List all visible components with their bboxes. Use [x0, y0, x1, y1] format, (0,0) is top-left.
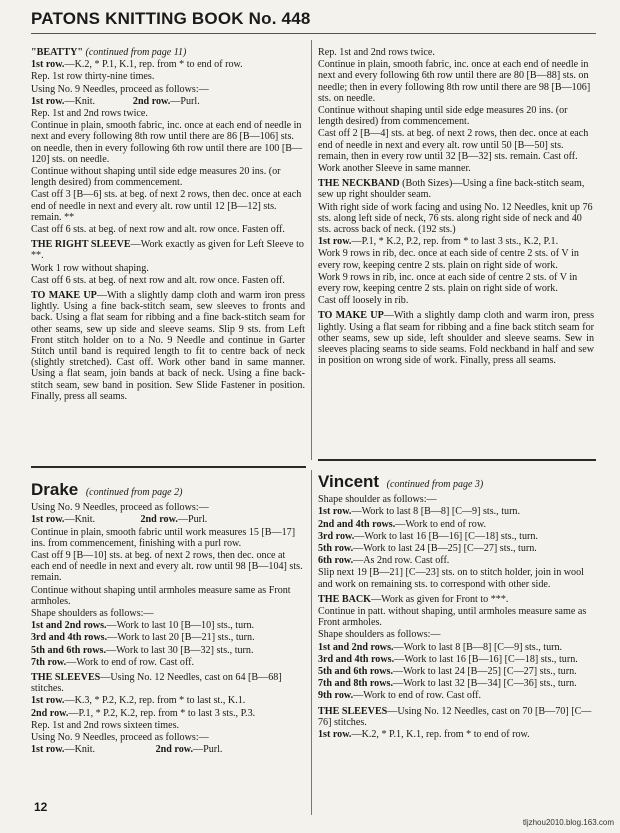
right-sleeve-text: —Work exactly as given for Left Sleeve to **. — [31, 239, 304, 262]
sleeve-para: Continue in plain, smooth fabric, inc. once at each end of needle in next and every following 6th row until there are 80 [B—88] sts. on needle; then in every following 8th row until there are 98 [B—106] sts. on needle. — [318, 59, 591, 104]
vincent-row-label: 9th row. — [318, 690, 354, 702]
sleeve-para: Rep. 1st and 2nd rows twice. — [318, 47, 435, 58]
vincent-row-label: 1st row. — [318, 506, 352, 518]
make-up-text: —With a slightly damp cloth and warm iron, press lightly. Using a flat seam for ribbing and a fine back stitch seam for other seams, sew up side, left shoulder and sleeve seams. Sew in sleeves placing seams to side seams. Fold neckband in half and sew in position on wrong side of work. Finally, press all seams. — [318, 310, 594, 367]
beatty-para: Cast off 3 [B—6] sts. at beg. of next 2 rows, then dec. once at each end of needle in next and every alt. row until 12 [B—12] sts. remain. ** — [31, 189, 302, 223]
vincent-sleeves-title: THE SLEEVES — [318, 705, 388, 717]
vincent-row-label: 5th row. — [318, 543, 354, 555]
drake-row-text: —P.1, * P.2, K.2, rep. from * to last 3 sts., P.3. — [68, 707, 256, 719]
neckband-text: (Both Sizes)—Using a fine back-stitch seam, sew up right shoulder seam. — [318, 178, 585, 201]
right-sleeve-text: Work 1 row without shaping. — [31, 262, 149, 274]
section-rule-right — [318, 459, 596, 461]
drake-row-text: —Work to end of row. Cast off. — [66, 656, 195, 668]
vincent-row-text: —Work to last 8 [B—8] [C—9] sts., turn. — [393, 641, 563, 653]
right-sleeve-text: Cast off 6 sts. at beg. of next row and alt. row once. Fasten off. — [31, 274, 285, 286]
drake-row-label: 3rd and 4th rows. — [31, 632, 108, 644]
vincent-row-label: 7th and 8th rows. — [318, 678, 393, 690]
beatty-row-label: 1st row. — [31, 59, 65, 71]
vincent-continued: (continued from page 3) — [386, 479, 484, 490]
neckband-row-label: 1st row. — [318, 236, 352, 248]
watermark: tljzhou2010.blog.163.com — [522, 818, 614, 827]
vincent-row-label: 1st row. — [318, 729, 352, 741]
vincent-para: Slip next 19 [B—21] [C—23] sts. on to stitch holder, join in wool and work on remaining sts. to correspond with other side. — [318, 567, 584, 590]
vincent-row-label: 6th row. — [318, 555, 354, 567]
beatty-row-text: —Knit. — [64, 95, 98, 107]
drake-para: Using No. 9 Needles, proceed as follows:— — [31, 732, 209, 744]
drake-row-text: —K.3, * P.2, K.2, rep. from * to last st., K.1. — [64, 695, 246, 707]
drake-row-text: —Work to last 10 [B—10] sts., turn. — [106, 620, 255, 632]
drake-row-label: 7th row. — [31, 656, 67, 668]
neckband-text: With right side of work facing and using No. 12 Needles, knit up 76 sts. along left side of neck, 76 sts. along right side of neck and 40 sts. across back of neck. (192 sts.) — [318, 201, 593, 236]
beatty-continued: (continued from page 11) — [85, 47, 187, 58]
drake-row-label: 2nd row. — [155, 744, 193, 756]
vincent-row-text: —Work to end of row. — [395, 518, 486, 530]
drake-section — [31, 480, 305, 756]
drake-row-text: —Work to last 20 [B—21] sts., turn. — [107, 632, 255, 644]
vincent-para: Continue in patt. without shaping, until armholes measure same as Front armholes. — [318, 606, 587, 629]
vincent-section — [318, 472, 594, 741]
drake-para: Cast off 9 [B—10] sts. at beg. of next 2 rows, then dec. once at each end of needle in next and every alt. row until 98 [B—104] sts. remain. — [31, 550, 303, 584]
header-rule — [31, 33, 596, 34]
sleeve-para: Work another Sleeve in same manner. — [318, 163, 471, 175]
drake-row-text: —Purl. — [193, 744, 223, 756]
beatty-para: Rep. 1st and 2nd rows twice. — [31, 108, 148, 120]
vincent-row-label: 5th and 6th rows. — [318, 666, 393, 678]
beatty-section — [31, 47, 305, 403]
drake-title: Drake — [31, 480, 79, 499]
beatty-para: Continue in plain, smooth fabric, inc. once at each end of needle in next and every following 8th row until there are 86 [B—106] sts. on needle, then in every following 6th row until there are 100 [B—120] sts. on needle. — [31, 120, 303, 165]
drake-row-label: 1st row. — [31, 744, 65, 756]
beatty-para: Cast off 6 sts. at beg. of next row and alt. row once. Fasten off. — [31, 224, 285, 236]
vincent-row-text: —Work to last 24 [B—25] [C—27] sts., turn. — [392, 666, 577, 678]
neckband-para: Work 9 rows in rib, inc. once at each side of centre 2 sts. of V in every row, keeping centre 2 sts. plain on right side of work. — [318, 271, 578, 295]
page-header: PATONS KNITTING BOOK No. 448 — [31, 9, 311, 28]
vincent-para: Shape shoulder as follows:— — [318, 494, 437, 506]
make-up-title: TO MAKE UP — [31, 290, 97, 302]
drake-row-text: —Work to last 30 [B—32] sts., turn. — [105, 644, 254, 656]
make-up-title: TO MAKE UP — [318, 310, 384, 322]
neckband-para: Work 9 rows in rib, dec. once at each side of centre 2 sts. of V in every row, keeping centre 2 sts. plain on right side of work. — [318, 248, 579, 271]
drake-sleeves-title: THE SLEEVES — [31, 672, 101, 684]
page-number: 12 — [34, 800, 48, 814]
drake-continued: (continued from page 2) — [85, 487, 183, 498]
vincent-row-text: —K.2, * P.1, K.1, rep. from * to end of row. — [351, 729, 530, 741]
vincent-row-label: 2nd and 4th rows. — [318, 518, 396, 530]
vincent-title: Vincent — [318, 472, 380, 491]
drake-row-text: —Purl. — [177, 514, 208, 526]
vincent-row-label: 1st and 2nd rows. — [318, 641, 394, 653]
drake-para: Using No. 9 Needles, proceed as follows:— — [31, 502, 209, 514]
vincent-sleeves-text: —Using No. 12 Needles, cast on 70 [B—70] [C—76] stitches. — [318, 705, 592, 728]
neckband-title: THE NECKBAND — [318, 178, 400, 190]
drake-row-label: 2nd row. — [140, 514, 178, 526]
neckband-para: Cast off loosely in rib. — [318, 295, 409, 307]
drake-row-label: 1st and 2nd rows. — [31, 620, 107, 632]
drake-para: Shape shoulders as follows:— — [31, 608, 154, 620]
drake-row-text: —Knit. — [64, 744, 96, 756]
sleeve-para: Continue without shaping until side edge measures 20 ins. (or length desired) from commencement. — [318, 105, 568, 128]
drake-row-label: 2nd row. — [31, 707, 69, 719]
drake-sleeves-text: —Using No. 12 Needles, cast on 64 [B—68] stitches. — [31, 672, 282, 695]
column-divider — [311, 470, 312, 815]
vincent-row-label: 3rd and 4th rows. — [318, 653, 395, 665]
beatty-para: Continue without shaping until side edge measures 20 ins. (or length desired) from commencement. — [31, 166, 281, 189]
beatty-row-label: 2nd row. — [132, 95, 171, 107]
vincent-back-title: THE BACK — [318, 593, 372, 605]
sleeve-para: Cast off 2 [B—4] sts. at beg. of next 2 rows, then dec. once at each end of needle in next and every alt. row until 50 [B—50] sts. remain, then in every row until 32 [B—32] sts. remain. Cast off. — [318, 128, 589, 162]
vincent-row-text: —As 2nd row. Cast off. — [353, 555, 450, 567]
drake-row-label: 5th and 6th rows. — [31, 644, 106, 656]
column-divider — [311, 40, 312, 460]
drake-para: Continue without shaping until armholes measure same as Front armholes. — [31, 584, 291, 607]
vincent-back-text: —Work as given for Front to ***. — [371, 593, 509, 605]
right-sleeve-title: THE RIGHT SLEEVE — [31, 239, 131, 251]
sleeve-neckband-section — [318, 47, 594, 367]
drake-row-text: —Knit. — [64, 514, 96, 526]
vincent-para: Shape shoulders as follows:— — [318, 629, 441, 641]
make-up-text: —With a slightly damp cloth and warm iron press lightly. Using a fine back-stitch seam, sew sleeves to fronts and back. Using a flat seam for ribbing and a fine back-stitch seam for other seams, sew up side and sleeve seams. Slip 9 sts. from Left Front stitch holder on to a No. 9 Needle and continue in Garter Stitch until band is required length to fit to centre back of neck (slightly stretched). Cast off. Work other band in same manner. Using a flat seam, join bands at back of neck. Using a fine back-stitch seam, sew band in position. Sew Slide Fastener in position. Finally, press all seams. — [31, 290, 305, 402]
vincent-row-text: —Work to end of row. Cast off. — [353, 690, 482, 702]
vincent-row-text: —Work to last 24 [B—25] [C—27] sts., turn. — [353, 543, 537, 555]
vincent-row-text: —Work to last 8 [B—8] [C—9] sts., turn. — [351, 506, 520, 518]
drake-para: Rep. 1st and 2nd rows sixteen times. — [31, 719, 180, 731]
neckband-row-text: —P.1, * K.2, P.2, rep. from * to last 3 sts., K.2, P.1. — [351, 236, 559, 248]
drake-row-label: 1st row. — [31, 695, 65, 707]
beatty-row-text: —K.2, * P.1, K.1, rep. from * to end of row. — [64, 59, 243, 71]
beatty-row-text: —Purl. — [170, 95, 200, 107]
beatty-row-label: 1st row. — [31, 95, 65, 107]
section-rule-left — [31, 466, 306, 468]
drake-row-label: 1st row. — [31, 514, 65, 526]
drake-para: Continue in plain, smooth fabric until work measures 15 [B—17] ins. from commencement, finishing with a purl row. — [31, 526, 296, 549]
beatty-para: Using No. 9 Needles, proceed as follows:— — [31, 83, 209, 95]
vincent-row-text: —Work to last 32 [B—34] [C—36] sts., turn. — [392, 678, 577, 690]
vincent-row-text: —Work to last 16 [B—16] [C—18] sts., turn. — [354, 530, 538, 542]
vincent-row-label: 3rd row. — [318, 530, 355, 542]
beatty-title: "BEATTY" — [31, 47, 83, 58]
beatty-para: Rep. 1st row thirty-nine times. — [31, 71, 155, 83]
vincent-row-text: —Work to last 16 [B—16] [C—18] sts., turn. — [394, 653, 578, 665]
